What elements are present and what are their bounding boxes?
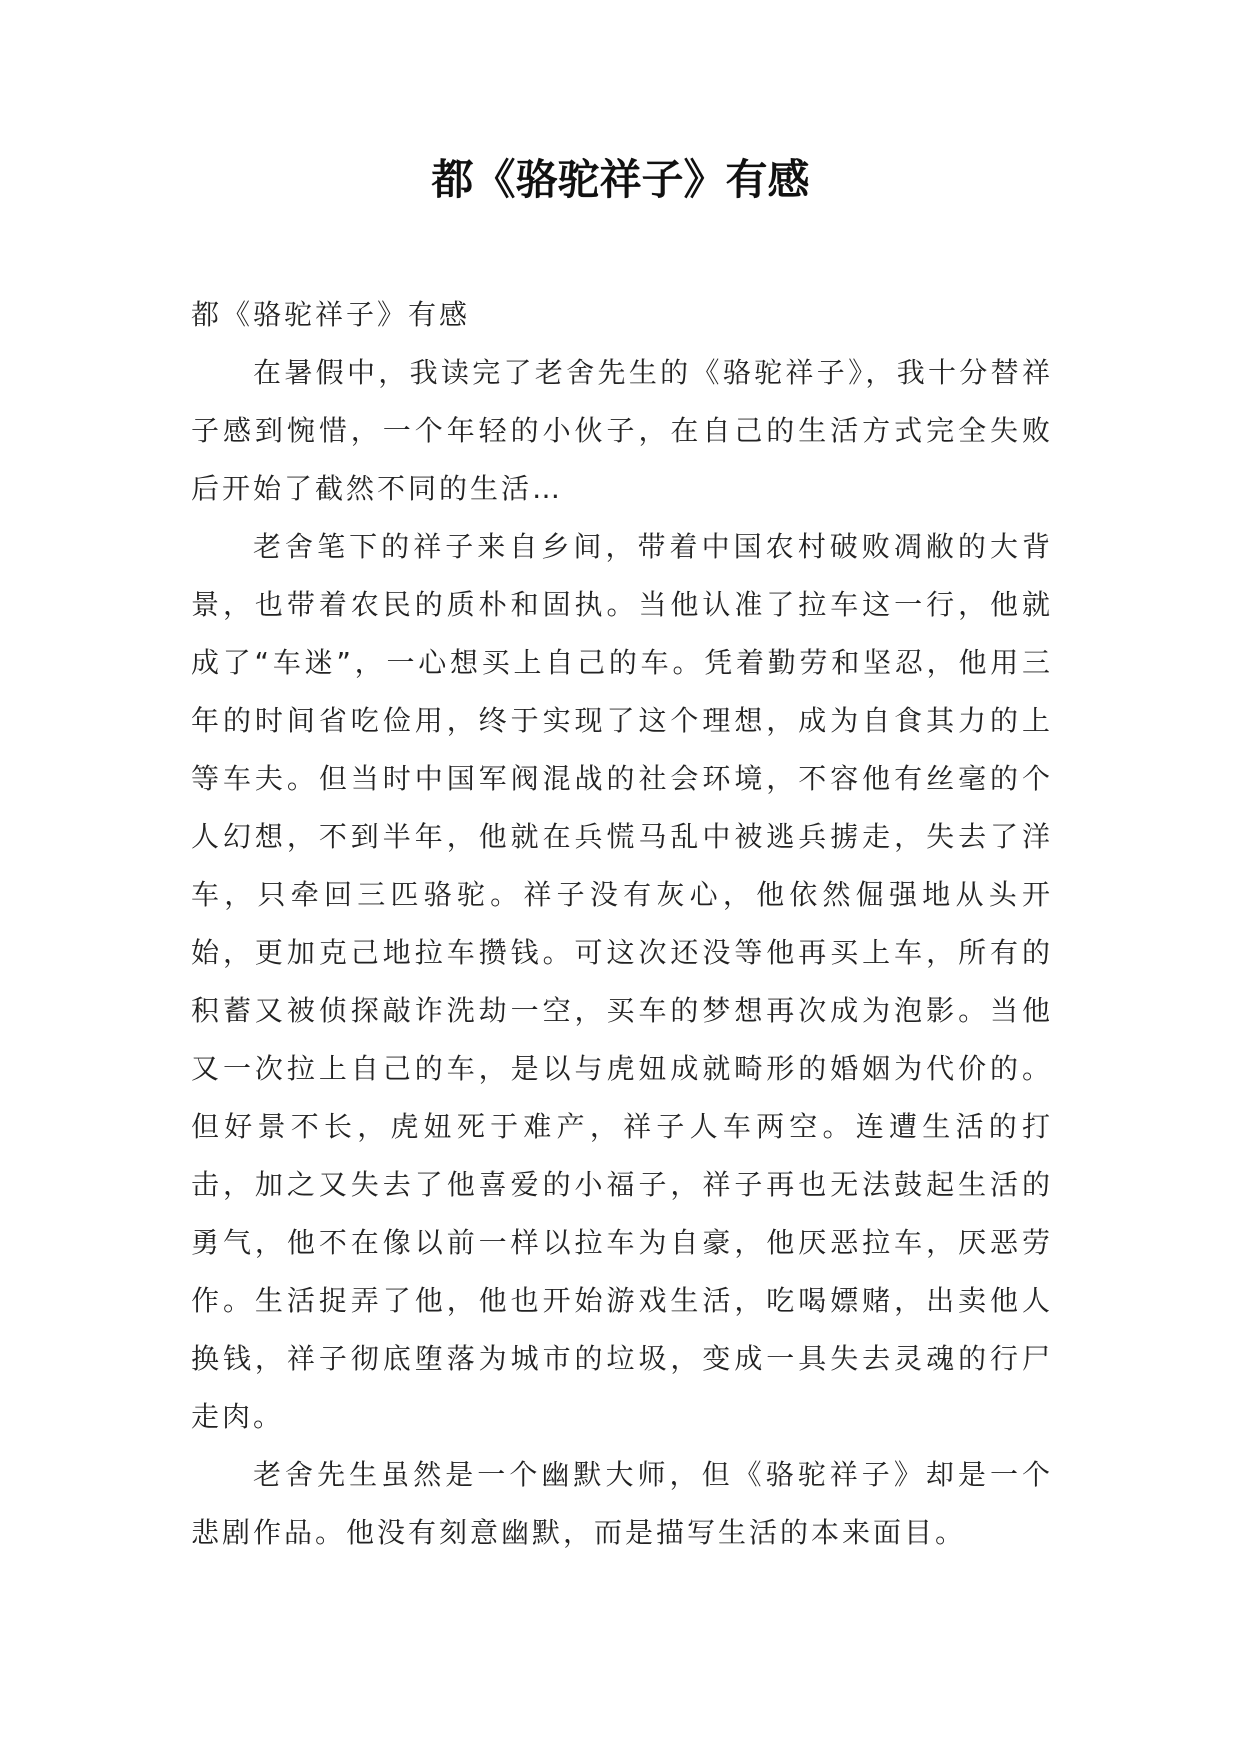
document-subtitle: 都《骆驼祥子》有感	[191, 298, 471, 331]
paragraph: 在暑假中，我读完了老舍先生的《骆驼祥子》，我十分替祥子感到惋惜，一个年轻的小伙子，在自己的生活方式完全失败后开始了截然不同的生活…	[191, 356, 1053, 505]
document-title: 都《骆驼祥子》有感	[431, 155, 810, 204]
document-body	[191, 286, 1053, 1562]
paragraph: 老舍笔下的祥子来自乡间，带着中国农村破败凋敝的大背景，也带着农民的质朴和固执。当他认准了拉车这一行，他就成了“车迷”，一心想买上自己的车。凭着勤劳和坚忍，他用三年的时间省吃俭用，终于实现了这个理想，成为自食其力的上等车夫。但当时中国军阀混战的社会环境，不容他有丝毫的个人幻想，不到半年，他就在兵慌马乱中被逃兵掳走，失去了洋车，只牵回三匹骆驼。祥子没有灰心，他依然倔强地从头开始，更加克己地拉车攒钱。可这次还没等他再买上车，所有的积蓄又被侦探敲诈洗劫一空，买车的梦想再次成为泡影。当他又一次拉上自己的车，是以与虎妞成就畸形的婚姻为代价的。但好景不长，虎妞死于难产，祥子人车两空。连遭生活的打击，加之又失去了他喜爱的小福子，祥子再也无法鼓起生活的勇气，他不在像以前一样以拉车为自豪，他厌恶拉车，厌恶劳作。生活捉弄了他，他也开始游戏生活，吃喝嫖赌，出卖他人换钱，祥子彻底堕落为城市的垃圾，变成一具失去灵魂的行尸走肉。	[191, 530, 1053, 1433]
paragraph: 老舍先生虽然是一个幽默大师，但《骆驼祥子》却是一个悲剧作品。他没有刻意幽默，而是描写生活的本来面目。	[191, 1458, 1053, 1549]
